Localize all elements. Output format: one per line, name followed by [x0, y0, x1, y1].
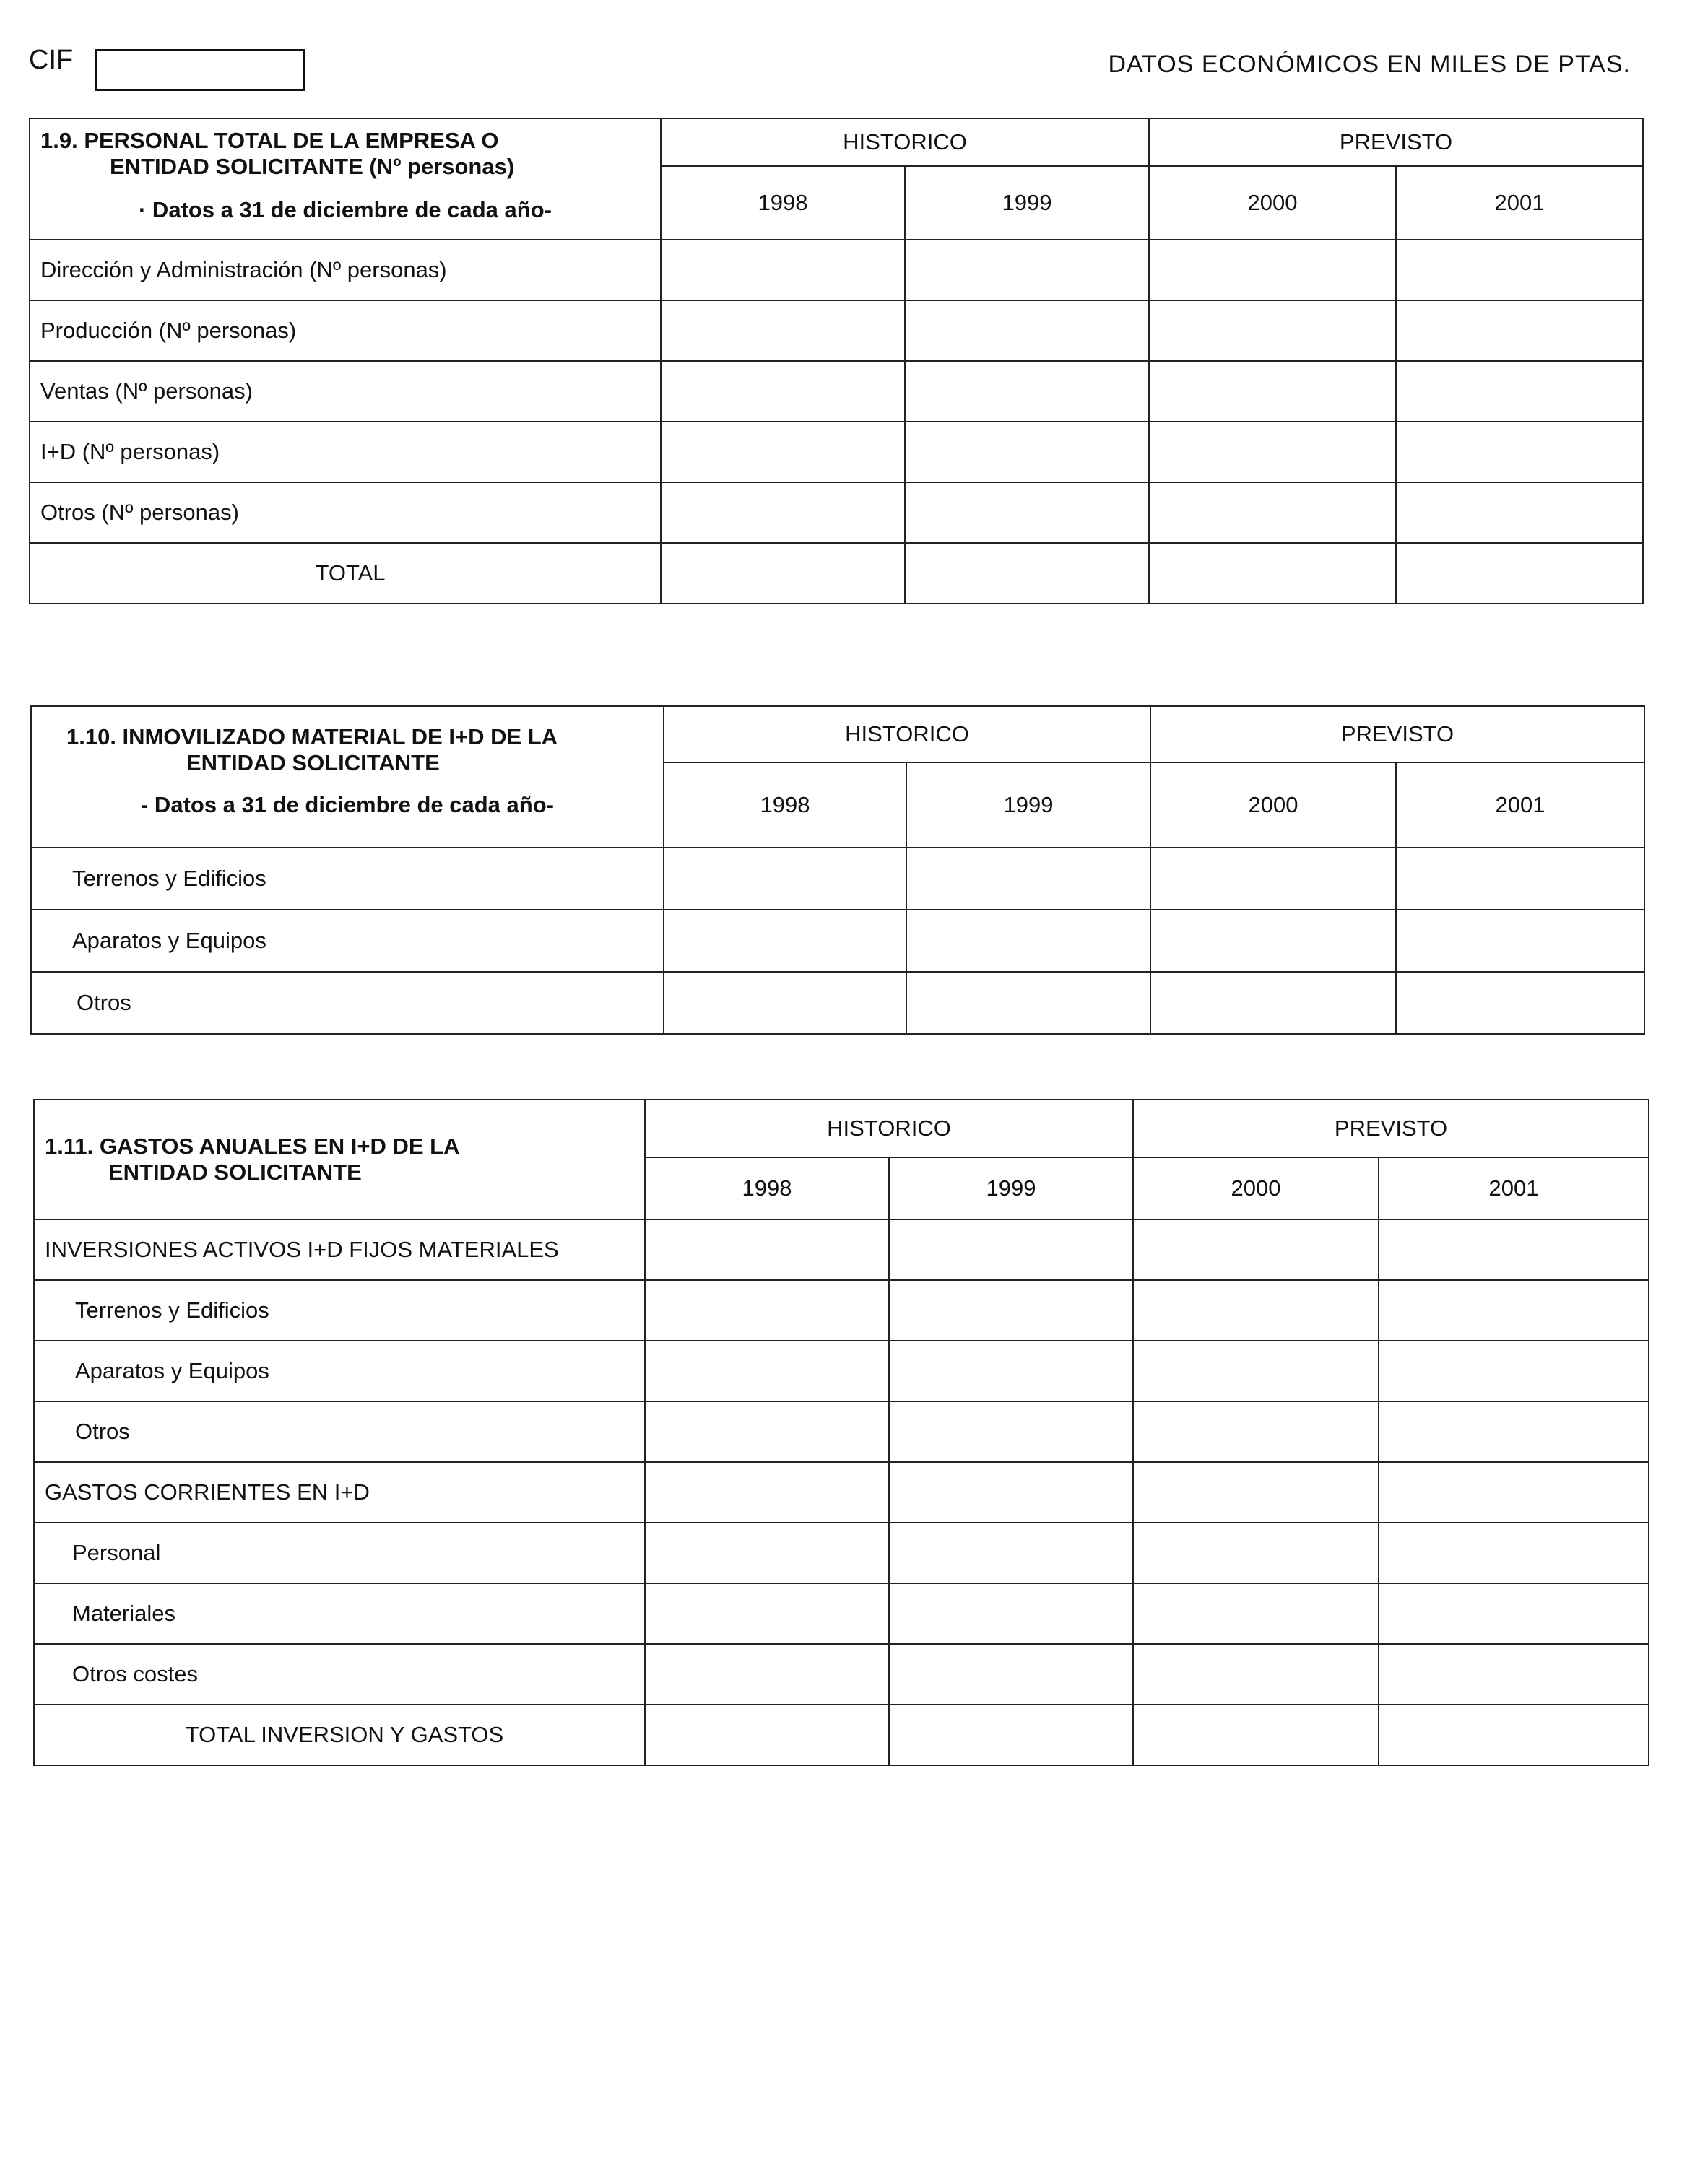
personal-section-title — [30, 118, 661, 240]
input-cell[interactable] — [1396, 240, 1643, 300]
input-cell[interactable] — [1149, 361, 1396, 422]
input-cell[interactable] — [645, 1644, 889, 1705]
input-cell[interactable] — [1396, 482, 1643, 543]
row-label: I+D (Nº personas) — [30, 422, 661, 482]
input-cell[interactable] — [1379, 1280, 1649, 1341]
input-cell[interactable] — [1133, 1280, 1379, 1341]
title-line: ENTIDAD SOLICITANTE — [108, 1160, 362, 1185]
input-cell[interactable] — [1396, 300, 1643, 361]
row-label: Aparatos y Equipos — [31, 910, 664, 972]
year-header: 2000 — [1149, 166, 1396, 240]
previsto-header: PREVISTO — [1149, 118, 1643, 166]
title-subtitle: - Datos a 31 de diciembre de cada año- — [141, 792, 554, 817]
input-cell[interactable] — [889, 1219, 1133, 1280]
input-cell[interactable] — [1396, 972, 1644, 1034]
inmovilizado-table — [30, 705, 1645, 1035]
gastos-table — [33, 1099, 1649, 1766]
historico-header: HISTORICO — [645, 1100, 1133, 1157]
input-cell[interactable] — [1149, 422, 1396, 482]
input-cell[interactable] — [889, 1462, 1133, 1523]
input-cell[interactable] — [889, 1583, 1133, 1644]
year-header: 2001 — [1396, 762, 1644, 848]
input-cell[interactable] — [645, 1462, 889, 1523]
year-header: 1999 — [905, 166, 1149, 240]
input-cell[interactable] — [1149, 300, 1396, 361]
input-cell[interactable] — [661, 240, 905, 300]
title-line: ENTIDAD SOLICITANTE (Nº personas) — [110, 154, 515, 179]
input-cell[interactable] — [889, 1280, 1133, 1341]
title-line: 1.9. PERSONAL TOTAL DE LA EMPRESA O — [40, 128, 499, 153]
input-cell[interactable] — [645, 1583, 889, 1644]
title-line: ENTIDAD SOLICITANTE — [186, 750, 440, 775]
cif-label: CIF — [29, 45, 74, 75]
input-cell[interactable] — [1396, 848, 1644, 910]
input-cell[interactable] — [1133, 1644, 1379, 1705]
title-subtitle: · Datos a 31 de diciembre de cada año- — [139, 197, 552, 222]
input-cell[interactable] — [905, 422, 1149, 482]
row-label: Producción (Nº personas) — [30, 300, 661, 361]
input-cell[interactable] — [661, 543, 905, 604]
input-cell[interactable] — [905, 361, 1149, 422]
input-cell[interactable] — [1133, 1523, 1379, 1583]
input-cell[interactable] — [1379, 1462, 1649, 1523]
year-header: 1998 — [645, 1157, 889, 1219]
year-header: 2001 — [1396, 166, 1643, 240]
year-header: 2000 — [1150, 762, 1396, 848]
row-label: Aparatos y Equipos — [34, 1341, 645, 1401]
title-line: 1.10. INMOVILIZADO MATERIAL DE I+D DE LA — [66, 724, 558, 749]
input-cell[interactable] — [905, 240, 1149, 300]
input-cell[interactable] — [661, 300, 905, 361]
year-header: 1999 — [889, 1157, 1133, 1219]
input-cell[interactable] — [1133, 1219, 1379, 1280]
input-cell[interactable] — [1379, 1401, 1649, 1462]
year-header: 1998 — [661, 166, 905, 240]
input-cell[interactable] — [1150, 910, 1396, 972]
row-label: Personal — [34, 1523, 645, 1583]
row-label: Otros — [34, 1401, 645, 1462]
inmovilizado-section-title — [31, 706, 664, 848]
input-cell[interactable] — [889, 1341, 1133, 1401]
input-cell[interactable] — [1133, 1705, 1379, 1765]
year-header: 2001 — [1379, 1157, 1649, 1219]
input-cell[interactable] — [1133, 1462, 1379, 1523]
page-heading: DATOS ECONÓMICOS EN MILES DE PTAS. — [1108, 51, 1631, 78]
input-cell[interactable] — [1133, 1401, 1379, 1462]
input-cell[interactable] — [1379, 1705, 1649, 1765]
row-label: GASTOS CORRIENTES EN I+D — [34, 1462, 645, 1523]
row-label: Materiales — [34, 1583, 645, 1644]
input-cell[interactable] — [661, 361, 905, 422]
input-cell[interactable] — [664, 910, 906, 972]
input-cell[interactable] — [905, 482, 1149, 543]
historico-header: HISTORICO — [664, 706, 1150, 762]
input-cell[interactable] — [905, 543, 1149, 604]
input-cell[interactable] — [645, 1401, 889, 1462]
input-cell[interactable] — [645, 1341, 889, 1401]
previsto-header: PREVISTO — [1150, 706, 1644, 762]
row-label: Terrenos y Edificios — [34, 1280, 645, 1341]
input-cell[interactable] — [1396, 361, 1643, 422]
input-cell[interactable] — [1396, 543, 1643, 604]
input-cell[interactable] — [645, 1219, 889, 1280]
input-cell[interactable] — [1396, 910, 1644, 972]
row-label: INVERSIONES ACTIVOS I+D FIJOS MATERIALES — [34, 1219, 645, 1280]
row-label: Otros — [31, 972, 664, 1034]
input-cell[interactable] — [1149, 240, 1396, 300]
input-cell[interactable] — [889, 1401, 1133, 1462]
input-cell[interactable] — [889, 1705, 1133, 1765]
historico-header: HISTORICO — [661, 118, 1149, 166]
input-cell[interactable] — [906, 910, 1150, 972]
row-label: Terrenos y Edificios — [31, 848, 664, 910]
title-line: 1.11. GASTOS ANUALES EN I+D DE LA — [45, 1134, 460, 1159]
input-cell[interactable] — [1149, 543, 1396, 604]
input-cell[interactable] — [905, 300, 1149, 361]
input-cell[interactable] — [889, 1523, 1133, 1583]
input-cell[interactable] — [1379, 1523, 1649, 1583]
total-row-label: TOTAL — [30, 543, 661, 604]
row-label: Otros (Nº personas) — [30, 482, 661, 543]
input-cell[interactable] — [1379, 1644, 1649, 1705]
input-cell[interactable] — [661, 482, 905, 543]
input-cell[interactable] — [1379, 1219, 1649, 1280]
row-label: Dirección y Administración (Nº personas) — [30, 240, 661, 300]
input-cell[interactable] — [645, 1705, 889, 1765]
input-cell[interactable] — [906, 848, 1150, 910]
input-cell[interactable] — [661, 422, 905, 482]
cif-input-box[interactable] — [95, 49, 305, 91]
personal-table — [29, 118, 1644, 604]
gastos-section-title — [34, 1100, 645, 1219]
input-cell[interactable] — [664, 848, 906, 910]
input-cell[interactable] — [1379, 1583, 1649, 1644]
year-header: 2000 — [1133, 1157, 1379, 1219]
previsto-header: PREVISTO — [1133, 1100, 1649, 1157]
input-cell[interactable] — [664, 972, 906, 1034]
input-cell[interactable] — [1379, 1341, 1649, 1401]
input-cell[interactable] — [889, 1644, 1133, 1705]
input-cell[interactable] — [1149, 482, 1396, 543]
year-header: 1998 — [664, 762, 906, 848]
input-cell[interactable] — [1133, 1583, 1379, 1644]
year-header: 1999 — [906, 762, 1150, 848]
input-cell[interactable] — [645, 1523, 889, 1583]
input-cell[interactable] — [1396, 422, 1643, 482]
row-label: Ventas (Nº personas) — [30, 361, 661, 422]
input-cell[interactable] — [1150, 972, 1396, 1034]
total-row-label: TOTAL INVERSION Y GASTOS — [34, 1705, 645, 1765]
input-cell[interactable] — [906, 972, 1150, 1034]
input-cell[interactable] — [645, 1280, 889, 1341]
input-cell[interactable] — [1133, 1341, 1379, 1401]
input-cell[interactable] — [1150, 848, 1396, 910]
row-label: Otros costes — [34, 1644, 645, 1705]
